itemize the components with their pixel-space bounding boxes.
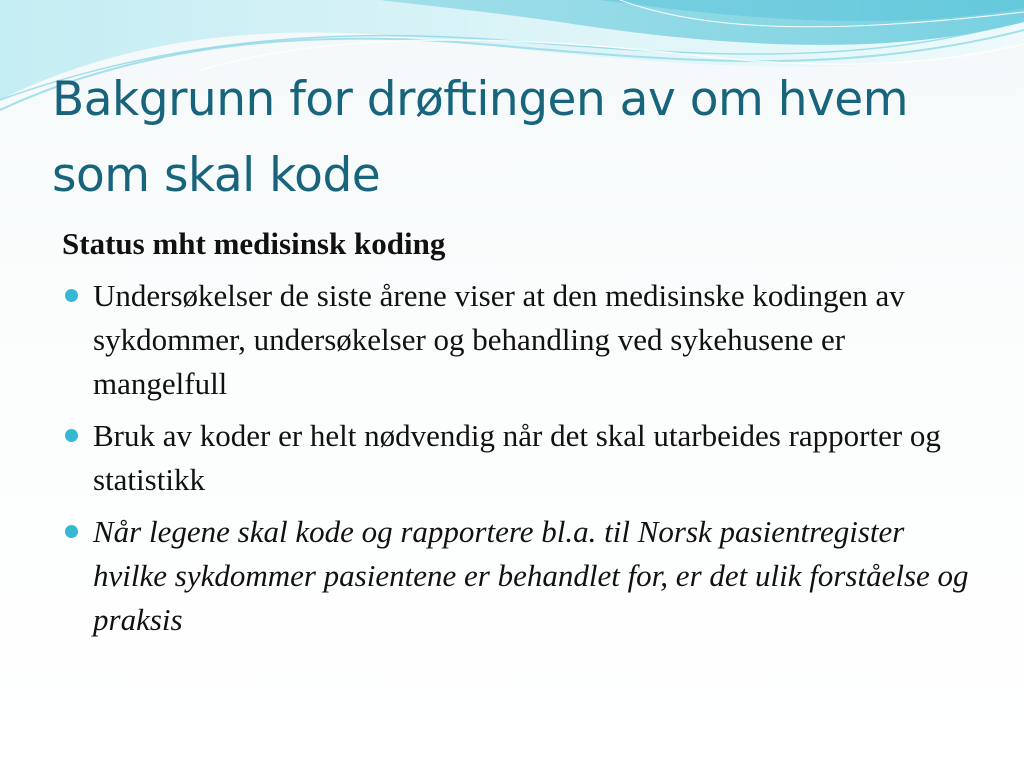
bullet-list — [62, 274, 982, 642]
slide-title: Bakgrunn for drøftingen av om hvem som skal kode — [52, 72, 909, 203]
bullet-dot-icon — [65, 525, 78, 538]
bullet-item — [62, 274, 982, 406]
subheading: Status mht medisinsk koding — [62, 226, 446, 261]
bullet-text: Undersøkelser de siste årene viser at den medisinske kodingen av sykdommer, undersøkelser og behandling ved sykehusene er mangelfull — [93, 278, 905, 401]
bullet-item — [62, 510, 982, 642]
bullet-text: Bruk av koder er helt nødvendig når det skal utarbeides rapporter og statistikk — [93, 418, 941, 497]
bullet-text: Når legene skal kode og rapportere bl.a. til Norsk pasientregister hvilke sykdommer pasientene er behandlet for, er det ulik forståelse og praksis — [93, 514, 969, 637]
bullet-item — [62, 414, 982, 502]
bullet-dot-icon — [65, 289, 78, 302]
slide-content — [62, 222, 982, 650]
bullet-dot-icon — [65, 429, 78, 442]
